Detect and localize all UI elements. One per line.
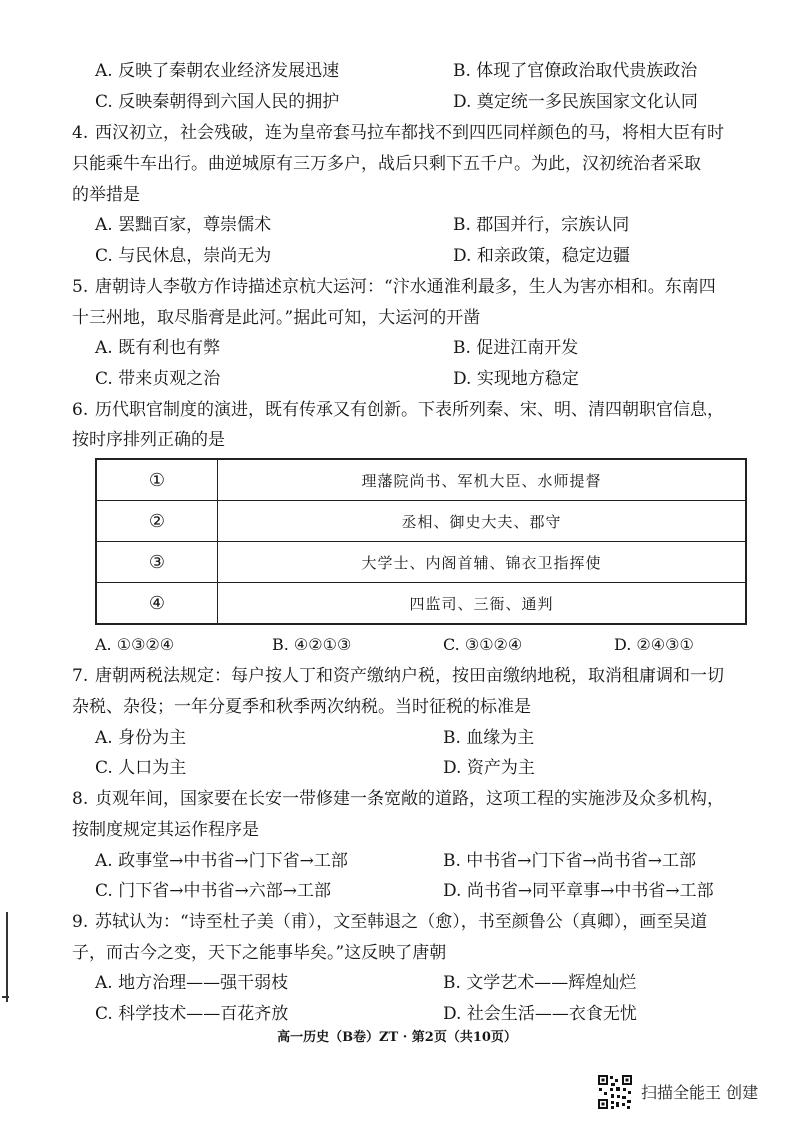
row-officials: 丞相、御史大夫、郡守: [218, 501, 747, 542]
row-mark: ④: [96, 583, 218, 625]
q5-stem-line-2: 十三州地，取尽脂膏是此河。”据此可知，大运河的开凿: [72, 308, 481, 328]
q4-number: 4.: [72, 123, 89, 143]
offices-table: [95, 458, 747, 625]
row-officials: 理藩院尚书、军机大臣、水师提督: [218, 459, 747, 501]
q6-stem-line-2: 按时序排列正确的是: [72, 430, 225, 450]
q7-option-d: D. 资产为主: [443, 758, 535, 778]
q9-option-c: C. 科学技术——百花齐放: [95, 1004, 289, 1024]
q7-stem-line-1: 唐朝两税法规定：每户按人丁和资产缴纳户税，按田亩缴纳地税，取消租庸调和一切: [95, 666, 724, 686]
q8-option-d: D. 尚书省→同平章事→中书省→工部: [443, 881, 714, 901]
page-footer: 高一历史（B卷）ZT · 第2页（共10页）: [277, 1030, 517, 1045]
binding-margin-line: [6, 912, 8, 1002]
table-row: [96, 583, 746, 625]
row-officials: 四监司、三衙、通判: [218, 583, 747, 625]
qr-code-icon: [597, 1074, 633, 1110]
q6-option-d: D. ②④③①: [614, 635, 694, 654]
q5-number: 5.: [72, 277, 89, 297]
q9-option-d: D. 社会生活——衣食无忧: [443, 1004, 637, 1024]
q5-option-b: B. 促进江南开发: [453, 338, 579, 358]
q8-option-c: C. 门下省→中书省→六部→工部: [95, 881, 331, 901]
table-row: [96, 459, 746, 501]
q5-option-d: D. 实现地方稳定: [453, 369, 579, 389]
q7-option-b: B. 血缘为主: [443, 728, 535, 748]
q3-option-a: A. 反映了秦朝农业经济发展迅速: [95, 61, 340, 81]
q4-option-a: A. 罢黜百家，尊崇儒术: [95, 215, 272, 235]
q6-option-a: A. ①③②④: [95, 635, 175, 654]
q4-stem-line-2: 只能乘牛车出行。曲逆城原有三万多户，战后只剩下五千户。为此，汉初统治者采取: [72, 154, 701, 174]
q3-option-b: B. 体现了官僚政治取代贵族政治: [453, 61, 698, 81]
q7-option-a: A. 身份为主: [95, 728, 187, 748]
binding-margin-tick: [2, 996, 9, 998]
q9-stem-line-1: 苏轼认为：“诗至杜子美（甫），文至韩退之（愈），书至颜鲁公（真卿），画至吴道: [95, 912, 708, 932]
row-mark: ③: [96, 542, 218, 583]
q4-stem-line-1: 西汉初立，社会残破，连为皇帝套马拉车都找不到四匹同样颜色的马，将相大臣有时: [95, 123, 724, 143]
q8-number: 8.: [72, 789, 89, 809]
q9-stem-line-2: 子，而古今之变，天下之能事毕矣。”这反映了唐朝: [72, 943, 447, 963]
row-mark: ①: [96, 459, 218, 501]
row-mark: ②: [96, 501, 218, 542]
q6-number: 6.: [72, 400, 89, 420]
q5-stem-line-1: 唐朝诗人李敬方作诗描述京杭大运河：“汴水通淮利最多，生人为害亦相和。东南四: [95, 277, 716, 297]
q6-option-c: C. ③①②④: [443, 635, 523, 654]
q6-option-b: B. ④②①③: [272, 635, 352, 654]
q5-option-c: C. 带来贞观之治: [95, 369, 221, 389]
q3-option-d: D. 奠定统一多民族国家文化认同: [453, 92, 698, 112]
q7-number: 7.: [72, 666, 89, 686]
q8-stem-line-2: 按制度规定其运作程序是: [72, 820, 259, 840]
row-officials: 大学士、内阁首辅、锦衣卫指挥使: [218, 542, 747, 583]
q4-stem-line-3: 的举措是: [72, 185, 140, 205]
q7-option-c: C. 人口为主: [95, 758, 187, 778]
q4-option-c: C. 与民休息，崇尚无为: [95, 246, 272, 266]
q8-stem-line-1: 贞观年间，国家要在长安一带修建一条宽敞的道路，这项工程的实施涉及众多机构，: [95, 789, 724, 809]
q9-option-a: A. 地方治理——强干弱枝: [95, 973, 289, 993]
table-row: [96, 542, 746, 583]
scanner-watermark-text: 扫描全能王 创建: [641, 1083, 759, 1102]
q6-stem-line-1: 历代职官制度的演进，既有传承又有创新。下表所列秦、宋、明、清四朝职官信息，: [95, 400, 724, 420]
q9-number: 9.: [72, 912, 89, 932]
q9-option-b: B. 文学艺术——辉煌灿烂: [443, 973, 637, 993]
q8-option-b: B. 中书省→门下省→尚书省→工部: [443, 851, 697, 871]
q4-option-b: B. 郡国并行，宗族认同: [453, 215, 630, 235]
q5-option-a: A. 既有利也有弊: [95, 338, 221, 358]
q3-option-c: C. 反映秦朝得到六国人民的拥护: [95, 92, 340, 112]
q4-option-d: D. 和亲政策，稳定边疆: [453, 246, 630, 266]
q7-stem-line-2: 杂税、杂役；一年分夏季和秋季两次纳税。当时征税的标准是: [72, 697, 531, 717]
q8-option-a: A. 政事堂→中书省→门下省→工部: [95, 851, 348, 871]
table-row: [96, 501, 746, 542]
